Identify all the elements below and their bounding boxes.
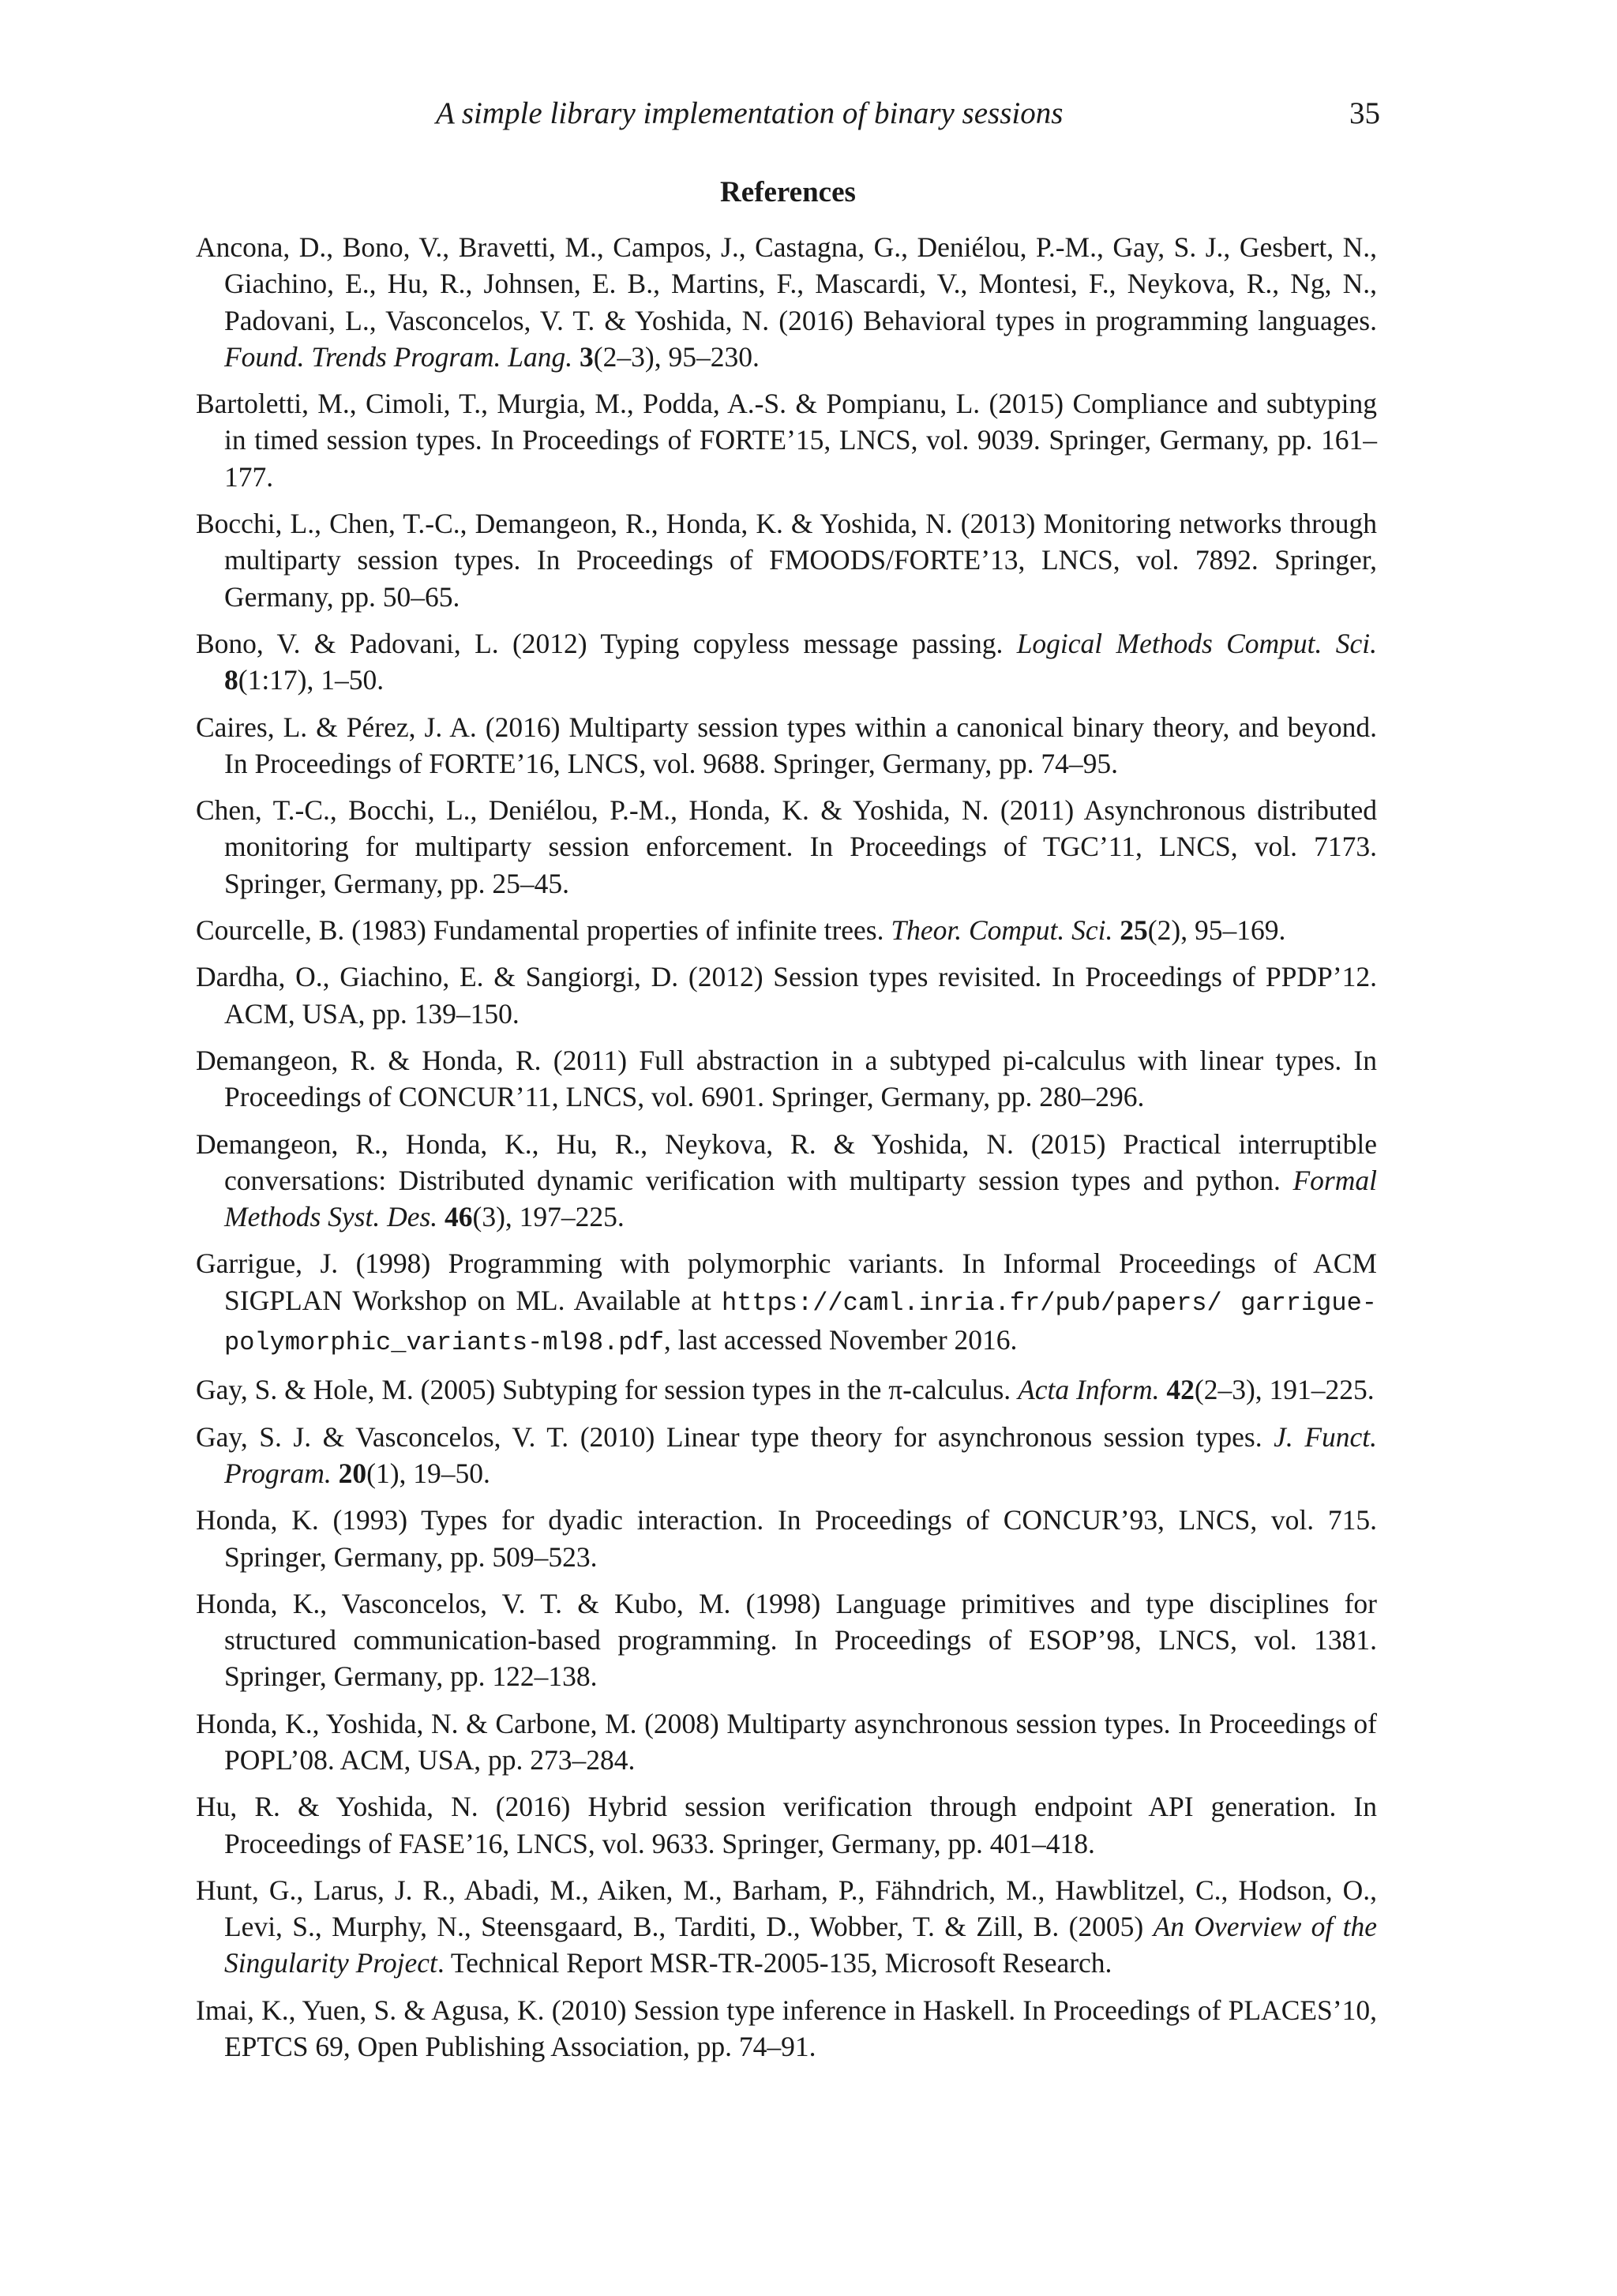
reference-text: Ancona, D., Bono, V., Bravetti, M., Campos, J., Castagna, G., Deniélou, P.-M., Gay, S. J., Gesbert, N., Giachino, E., Hu, R., Johnsen, E. B., Martins, F., Mascardi, V., Montesi, F., Neykova, R., Ng, N., Padovani, L., Vasconcelos, V. T. & Yoshida, N. (2016) Behavioral types in programming languages. (196, 231, 1377, 336)
reference-venue: Acta Inform. (1018, 1374, 1160, 1406)
reference-venue: An Overview of the Singularity Project (224, 1911, 1378, 1979)
reference-volume: 20 (338, 1457, 367, 1489)
reference-entry (196, 1126, 1377, 1236)
reference-entry (196, 959, 1377, 1032)
reference-text: , last accessed November 2016. (663, 1324, 1018, 1356)
reference-text: Imai, K., Yuen, S. & Agusa, K. (2010) Session type inference in Haskell. In Proceedings of PLACES’10, EPTCS 69, Open Publishing Association, pp. 74–91. (196, 1994, 1377, 2063)
reference-text: Bono, V. & Padovani, L. (2012) Typing copyless message passing. (196, 627, 1017, 659)
reference-venue: Formal Methods Syst. Des. (224, 1164, 1377, 1233)
reference-text: . Technical Report MSR-TR-2005-135, Microsoft Research. (437, 1947, 1112, 1979)
reference-entry (196, 1042, 1377, 1116)
reference-entry (196, 1419, 1377, 1492)
reference-entry (196, 1705, 1377, 1779)
reference-text: Gay, S. J. & Vasconcelos, V. T. (2010) Linear type theory for asynchronous session types. (196, 1420, 1274, 1453)
running-head: A simple library implementation of binary sessions (436, 96, 1064, 130)
reference-text (572, 341, 580, 373)
reference-entry (196, 625, 1377, 699)
reference-venue: J. Funct. Program. (224, 1420, 1377, 1489)
reference-text: (2), 95–169. (1147, 914, 1286, 947)
reference-text: (1:17), 1–50. (238, 664, 385, 696)
reference-entry (196, 792, 1377, 902)
reference-text: Courcelle, B. (1983) Fundamental properties of infinite trees. (196, 914, 891, 947)
reference-text: Hu, R. & Yoshida, N. (2016) Hybrid session verification through endpoint API generation. In Proceedings of FASE’16, LNCS, vol. 9633. Springer, Germany, pp. 401–418. (196, 1791, 1377, 1859)
reference-text: Hunt, G., Larus, J. R., Abadi, M., Aiken, M., Barham, P., Fähndrich, M., Hawblitzel, C., Hodson, O., Levi, S., Murphy, N., Steensgaard, B., Tarditi, D., Wobber, T. & Zill, B. (2005) (196, 1874, 1377, 1943)
reference-text: Garrigue, J. (1998) Programming with polymorphic variants. In Informal Proceedings of ACM SIGPLAN Workshop on ML. Available at (196, 1247, 1377, 1316)
reference-venue: Logical Methods Comput. Sci. (1016, 627, 1378, 659)
reference-entry (196, 1992, 1377, 2065)
reference-entry (196, 1872, 1377, 1982)
reference-text: Gay, S. & Hole, M. (2005) Subtyping for session types in the π-calculus. (196, 1374, 1019, 1406)
reference-volume: 25 (1120, 914, 1148, 947)
reference-text: Chen, T.-C., Bocchi, L., Deniélou, P.-M., Honda, K. & Yoshida, N. (2011) Asynchronous distributed monitoring for multiparty session enforcement. In Proceedings of TGC’11, LNCS, vol. 7173. Springer, Germany, pp. 25–45. (196, 794, 1377, 899)
reference-volume: 8 (224, 664, 238, 696)
reference-entry (196, 229, 1377, 375)
reference-text: Bocchi, L., Chen, T.-C., Demangeon, R., Honda, K. & Yoshida, N. (2013) Monitoring networks through multiparty session types. In Proceedings of FMOODS/FORTE’13, LNCS, vol. 7892. Springer, Germany, pp. 50–65. (196, 508, 1377, 613)
reference-text (437, 1201, 445, 1232)
reference-list (196, 229, 1377, 2075)
reference-text: Demangeon, R., Honda, K., Hu, R., Neykova, R. & Yoshida, N. (2015) Practical interruptible conversations: Distributed dynamic verification with multiparty session types and python. (196, 1127, 1377, 1196)
reference-entry (196, 1788, 1377, 1862)
reference-text: Demangeon, R. & Honda, R. (2011) Full abstraction in a subtyped pi-calculus with linear types. In Proceedings of CONCUR’11, LNCS, vol. 6901. Springer, Germany, pp. 280–296. (196, 1044, 1377, 1113)
reference-text: (3), 197–225. (472, 1201, 625, 1233)
reference-entry (196, 912, 1377, 948)
reference-url: https://caml.inria.fr/pub/papers/ garrigue-polymorphic_variants-ml98.pdf (224, 1288, 1377, 1358)
reference-text: (2–3), 191–225. (1194, 1374, 1375, 1406)
reference-text: Honda, K., Yoshida, N. & Carbone, M. (2008) Multiparty asynchronous session types. In Proceedings of POPL’08. ACM, USA, pp. 273–284. (196, 1707, 1377, 1776)
reference-volume: 46 (445, 1201, 473, 1233)
reference-entry (196, 505, 1377, 615)
reference-text: Caires, L. & Pérez, J. A. (2016) Multiparty session types within a canonical binary theory, and beyond. In Proceedings of FORTE’16, LNCS, vol. 9688. Springer, Germany, pp. 74–95. (196, 711, 1377, 779)
reference-text: Honda, K. (1993) Types for dyadic interaction. In Proceedings of CONCUR’93, LNCS, vol. 715. Springer, Germany, pp. 509–523. (196, 1504, 1377, 1573)
reference-text (332, 1458, 339, 1489)
reference-entry (196, 1245, 1377, 1361)
reference-entry (196, 1502, 1377, 1575)
reference-text (1112, 914, 1120, 946)
reference-text: Dardha, O., Giachino, E. & Sangiorgi, D. (2012) Session types revisited. In Proceedings of PPDP’12. ACM, USA, pp. 139–150. (196, 961, 1377, 1030)
reference-venue: Theor. Comput. Sci. (891, 914, 1113, 947)
reference-entry (196, 385, 1377, 495)
reference-entry (196, 1371, 1377, 1408)
section-heading: References (720, 176, 856, 208)
reference-venue: Found. Trends Program. Lang. (224, 340, 573, 373)
reference-text: (2–3), 95–230. (593, 340, 760, 373)
page-number: 35 (1349, 96, 1380, 130)
reference-text: Honda, K., Vasconcelos, V. T. & Kubo, M. (1998) Language primitives and type disciplines for structured communication-based programming. In Proceedings of ESOP’98, LNCS, vol. 1381. Springer, Germany, pp. 122–138. (196, 1587, 1377, 1693)
reference-entry (196, 1585, 1377, 1695)
reference-volume: 42 (1166, 1374, 1195, 1406)
reference-text: Bartoletti, M., Cimoli, T., Murgia, M., Podda, A.-S. & Pompianu, L. (2015) Compliance and subtyping in timed session types. In Proceedings of FORTE’15, LNCS, vol. 9039. Springer, Germany, pp. 161–177. (196, 388, 1377, 493)
reference-volume: 3 (580, 340, 594, 373)
reference-text: (1), 19–50. (366, 1457, 490, 1489)
reference-entry (196, 709, 1377, 782)
